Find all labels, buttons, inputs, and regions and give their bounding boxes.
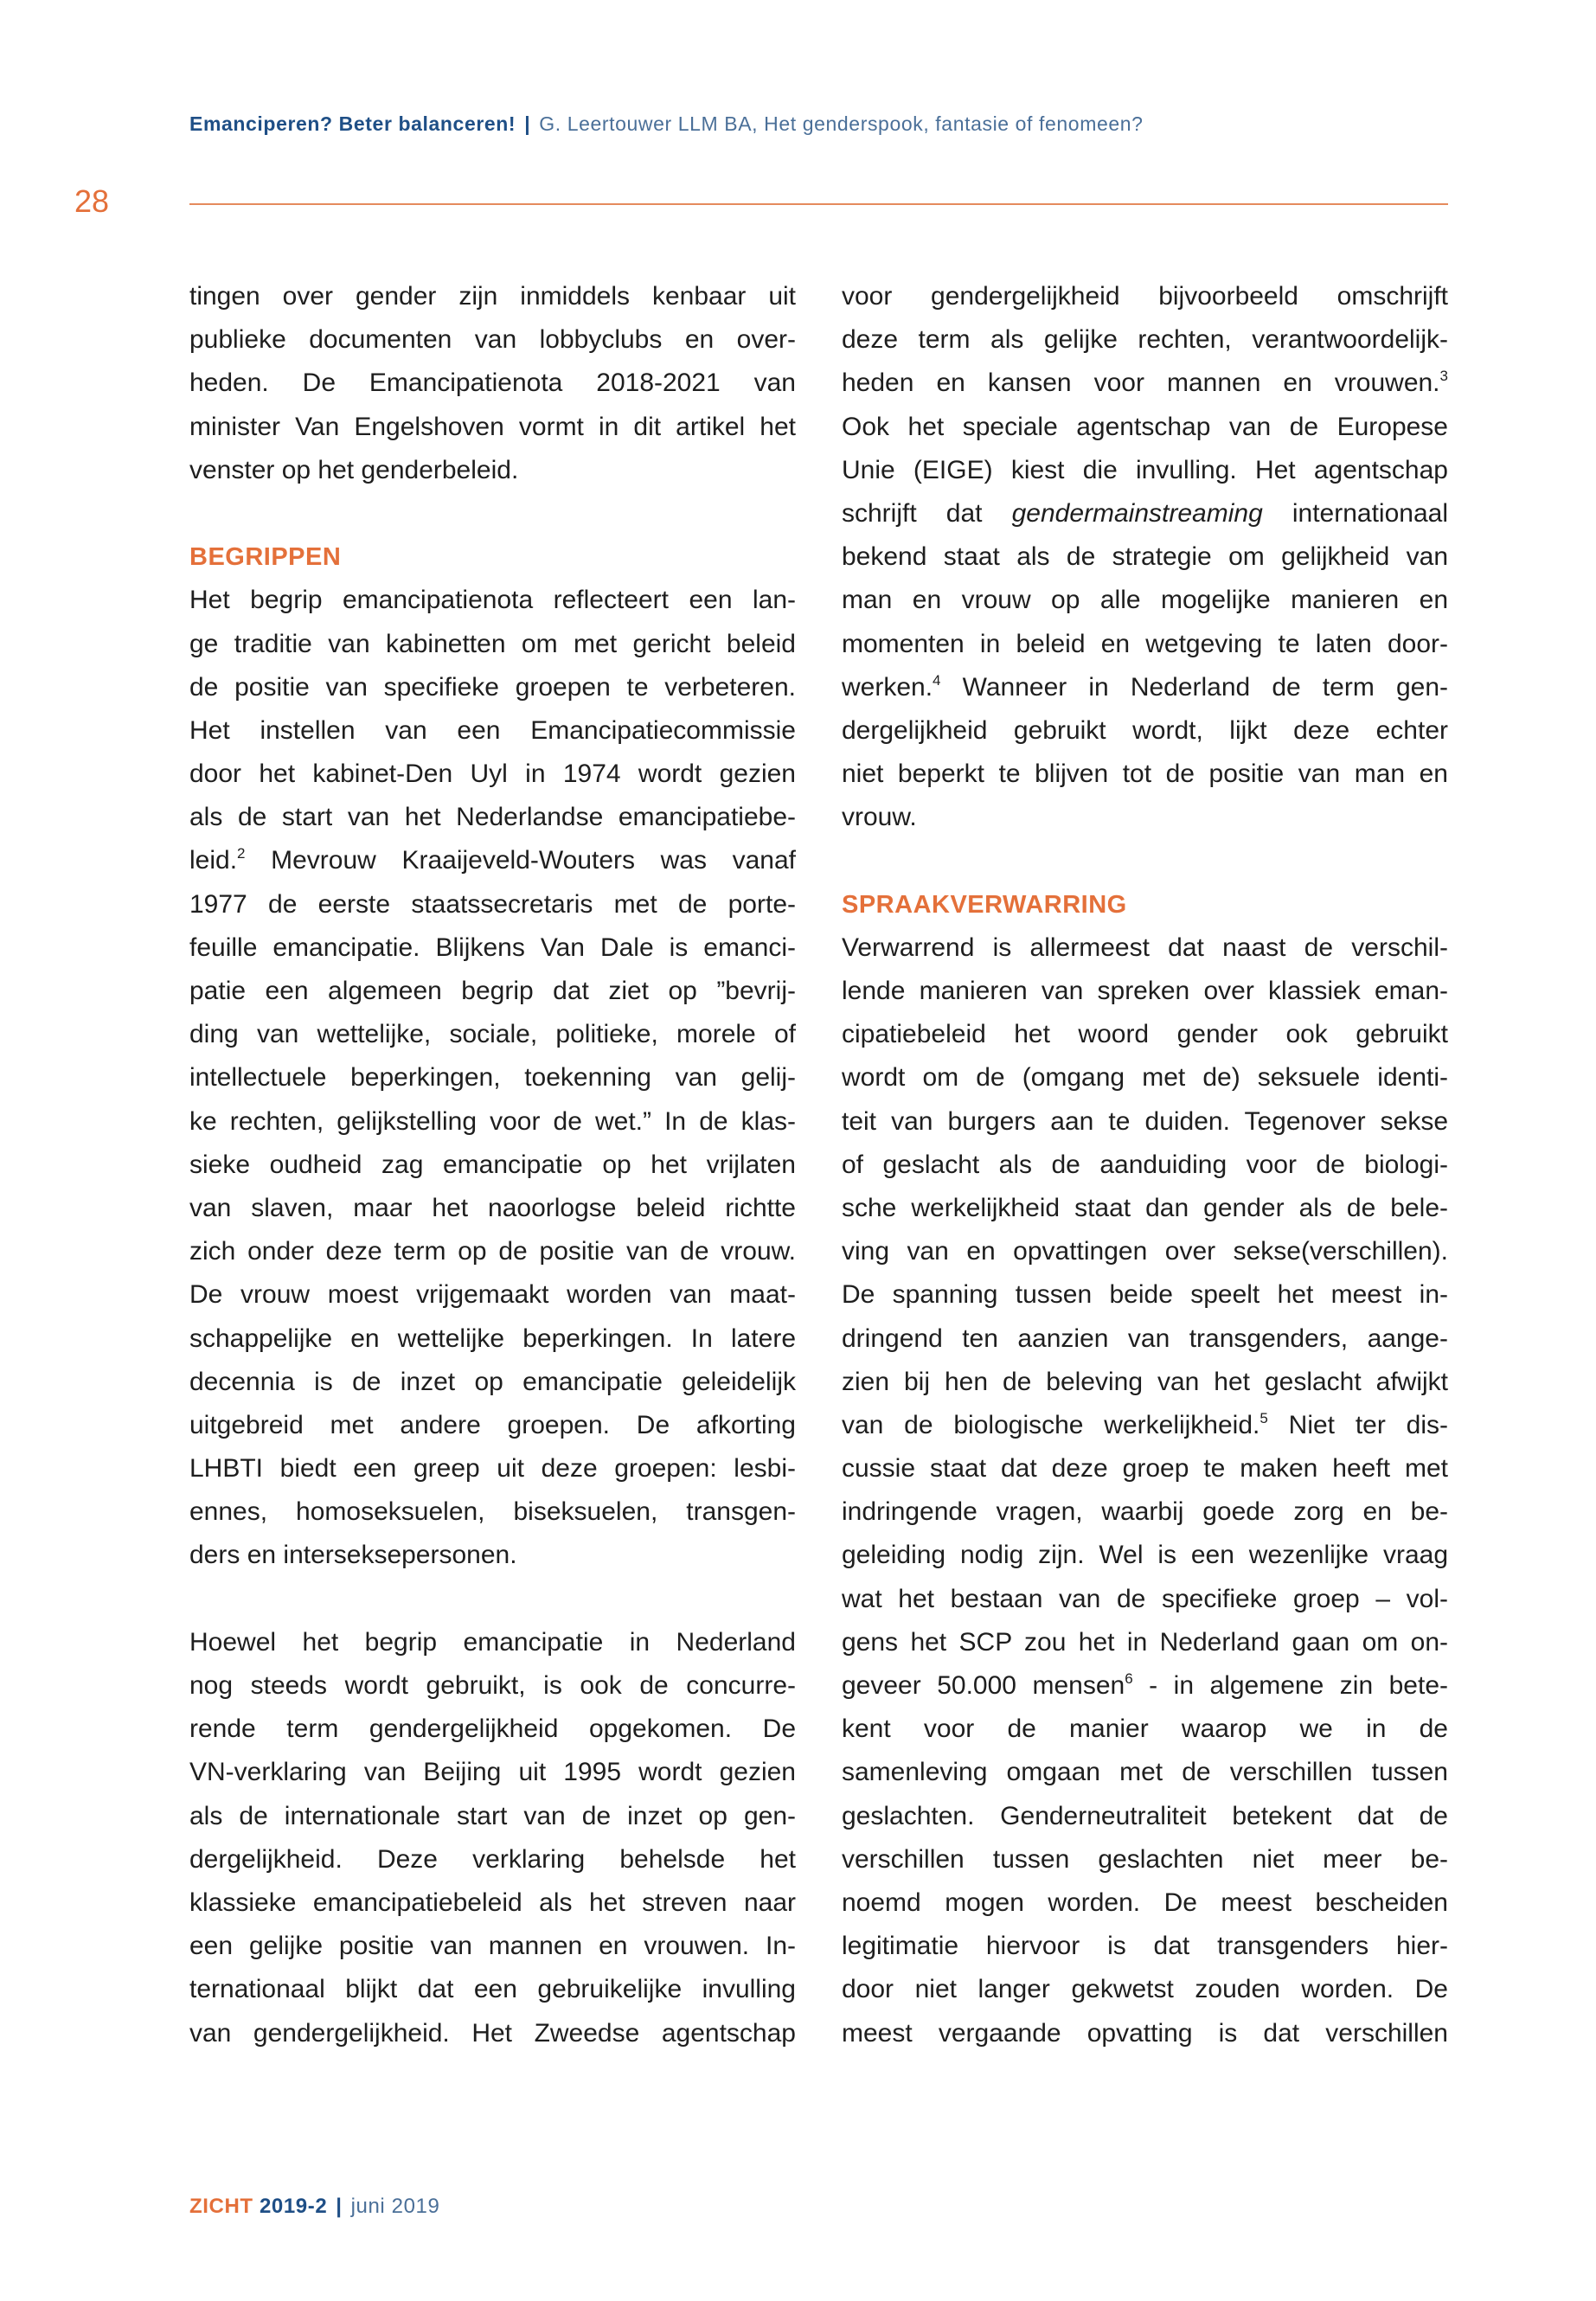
text-fragment: schrijft dat [842,498,1012,528]
paragraph-gap [189,1578,796,1621]
left-column [189,275,796,2055]
text-line: gens het SCP zou het in Nederland gaan om on- [842,1627,1448,1657]
text-line: niet beperkt te blijven tot de positie van man en [842,760,1448,789]
text-line-footnote-4 [842,666,1448,709]
text-line: ge traditie van kabinetten om met gericht beleid [189,629,796,658]
text-line: samenleving omgaan met de verschillen tussen [842,1758,1448,1787]
text-fragment: internationaal [1262,498,1448,528]
text-line-footnote-2 [189,839,796,882]
text-line: deze term als gelijke rechten, verantwoordelijk- [842,325,1448,355]
footer-separator: | [336,2195,343,2218]
text-line: nog steeds wordt gebruikt, is ook de concurre- [189,1671,796,1700]
text-line: intellectuele beperkingen, toekenning van gelij- [189,1063,796,1093]
text-line: minister Van Engelshoven vormt in dit artikel het [189,412,796,441]
text-line: van gendergelijkheid. Het Zweedse agentschap [189,2018,796,2048]
footnote-ref-4: 4 [933,671,941,689]
text-line: feuille emancipatie. Blijkens Van Dale is emanci- [189,933,796,962]
footnote-ref-3: 3 [1439,368,1448,385]
footnote-ref-5: 5 [1259,1409,1268,1426]
text-line: dergelijkheid gebruikt wordt, lijkt deze echter [842,715,1448,745]
text-fragment: leid. [189,846,238,875]
text-line: heden. De Emancipatienota 2018-2021 van [189,369,796,398]
text-fragment: heden en kansen voor mannen en vrouwen. [842,369,1440,398]
text-line: geleiding nodig zijn. Wel is een wezenlijke vraag [842,1541,1448,1570]
text-line-footnote-5 [842,1404,1448,1447]
section-heading-spraakverwarring: SPRAAKVERWARRING [842,890,1127,919]
text-fragment: Mevrouw Kraaijeveld-Wouters was vanaf [245,846,796,875]
text-line: als de start van het Nederlandse emancipatiebe- [189,803,796,832]
text-line: bekend staat als de strategie om gelijkheid van [842,542,1448,572]
text-fragment: geveer 50.000 mensen [842,1671,1125,1700]
text-line: uitgebreid met andere groepen. De afkorting [189,1410,796,1439]
text-line: Het begrip emancipatienota reflecteert een lan- [189,586,796,615]
text-line-footnote-3 [842,362,1448,405]
text-line: wordt om de (omgang met de) seksuele identi- [842,1063,1448,1093]
text-line: als de internationale start van de inzet op gen- [189,1801,796,1830]
text-line: ennes, homoseksuelen, biseksuelen, transgen- [189,1497,796,1527]
text-line: decennia is de inzet op emancipatie geleidelijk [189,1367,796,1396]
text-line: ving van en opvattingen over sekse(verschillen). [842,1237,1448,1266]
text-line: kent voor de manier waarop we in de [842,1715,1448,1744]
spraakverwarring-paragraph [842,926,1448,2055]
text-line-italic [842,492,1448,535]
footnote-ref-2: 2 [237,845,246,862]
text-line: momenten in beleid en wetgeving te laten door- [842,629,1448,658]
agentschap-paragraph [842,275,1448,839]
text-fragment: - in algemene zin bete- [1132,1671,1448,1700]
footnote-ref-6: 6 [1125,1670,1133,1687]
text-line: Hoewel het begrip emancipatie in Nederland [189,1627,796,1657]
text-line: lende manieren van spreken over klassiek eman- [842,977,1448,1005]
text-line: indringende vragen, waarbij goede zorg en be- [842,1497,1448,1527]
text-line: De spanning tussen beide speelt het meest in- [842,1280,1448,1310]
text-line: teit van burgers aan te duiden. Tegenover sekse [842,1106,1448,1136]
begrippen-paragraph [189,579,796,1577]
right-column [842,275,1448,2055]
text-line: tingen over gender zijn inmiddels kenbaar uit [189,282,796,311]
text-line: zien bij hen de beleving van het geslacht afwijkt [842,1367,1448,1396]
text-line: door het kabinet-Den Uyl in 1974 wordt gezien [189,760,796,789]
text-line: vrouw. [842,803,917,832]
text-line: venster op het genderbeleid. [189,455,519,484]
footer-date: juni 2019 [350,2195,440,2218]
text-line: meest vergaande opvatting is dat verschillen [842,2018,1448,2048]
text-line: VN-verklaring van Beijing uit 1995 wordt gezien [189,1758,796,1787]
text-line: cipatiebeleid het woord gender ook gebruikt [842,1020,1448,1049]
text-line: publieke documenten van lobbyclubs en over- [189,325,796,355]
text-line: patie een algemeen begrip dat ziet op ”bevrij- [189,977,796,1005]
footer-issue: 2019-2 [259,2195,328,2218]
text-line: De vrouw moest vrijgemaakt worden van maat- [189,1280,796,1310]
header-separator: | [524,112,531,135]
text-line: klassieke emancipatiebeleid als het streven naar [189,1888,796,1917]
footer-brand: ZICHT [189,2195,253,2218]
text-line: een gelijke positie van mannen en vrouwen. In- [189,1932,796,1961]
text-line: Het instellen van een Emancipatiecommissie [189,715,796,745]
text-line: Unie (EIGE) kiest die invulling. Het agentschap [842,455,1448,484]
italic-term: gendermainstreaming [1011,498,1263,528]
text-line: rende term gendergelijkheid opgekomen. De [189,1715,796,1744]
paragraph-gap [189,492,796,535]
text-line: noemd mogen worden. De meest bescheiden [842,1888,1448,1917]
running-title: Emanciperen? Beter balanceren! [189,112,516,135]
header-divider [189,203,1448,205]
text-line: dergelijkheid. Deze verklaring behelsde het [189,1844,796,1874]
text-fragment: van de biologische werkelijkheid. [842,1410,1260,1439]
text-line: ders en interseksepersonen. [189,1541,517,1570]
text-line: ternationaal blijkt dat een gebruikelijke invulling [189,1975,796,2004]
page-number: 28 [74,183,110,219]
text-line: man en vrouw op alle mogelijke manieren en [842,586,1448,615]
intro-paragraph [189,275,796,492]
text-line: zich onder deze term op de positie van de vrouw. [189,1237,796,1266]
text-line: geslachten. Genderneutraliteit betekent dat de [842,1801,1448,1830]
text-line: cussie staat dat deze groep te maken heeft met [842,1454,1448,1484]
text-line-footnote-6 [842,1664,1448,1708]
section-heading-begrippen: BEGRIPPEN [189,543,342,572]
text-line: de positie van specifieke groepen te verbeteren. [189,672,796,702]
text-line: sche werkelijkheid staat dan gender als de bele- [842,1193,1448,1222]
text-line: ding van wettelijke, sociale, politieke, morele of [189,1020,796,1049]
text-line: door niet langer gekwetst zouden worden. De [842,1975,1448,2004]
paragraph-gap [842,839,1448,882]
text-line: voor gendergelijkheid bijvoorbeeld omschrijft [842,282,1448,311]
text-fragment: Niet ter dis- [1267,1410,1448,1439]
text-line: van slaven, maar het naoorlogse beleid richtte [189,1193,796,1222]
running-subtitle: G. Leertouwer LLM BA, Het genderspook, fantasie of fenomeen? [539,112,1144,135]
text-line: dringend ten aanzien van transgenders, aange- [842,1324,1448,1353]
text-line: Ook het speciale agentschap van de Europese [842,412,1448,441]
text-line: schappelijke en wettelijke beperkingen. In latere [189,1324,796,1353]
text-line: verschillen tussen geslachten niet meer be- [842,1844,1448,1874]
page-footer [189,2195,439,2219]
text-fragment: Wanneer in Nederland de term gen- [940,672,1448,702]
text-line: of geslacht als de aanduiding voor de biologi- [842,1150,1448,1179]
text-line: legitimatie hiervoor is dat transgenders hier- [842,1932,1448,1961]
text-line: 1977 de eerste staatssecretaris met de porte- [189,889,796,919]
running-head [189,112,1452,136]
text-fragment: werken. [842,672,933,702]
text-line: Verwarrend is allermeest dat naast de verschil- [842,933,1448,962]
text-line: wat het bestaan van de specifieke groep – vol- [842,1584,1448,1613]
text-line: sieke oudheid zag emancipatie op het vrijlaten [189,1150,796,1179]
text-line: ke rechten, gelijkstelling voor de wet.” In de klas- [189,1106,796,1136]
text-line: LHBTI biedt een greep uit deze groepen: lesbi- [189,1454,796,1484]
gendergelijkheid-paragraph [189,1621,796,2055]
